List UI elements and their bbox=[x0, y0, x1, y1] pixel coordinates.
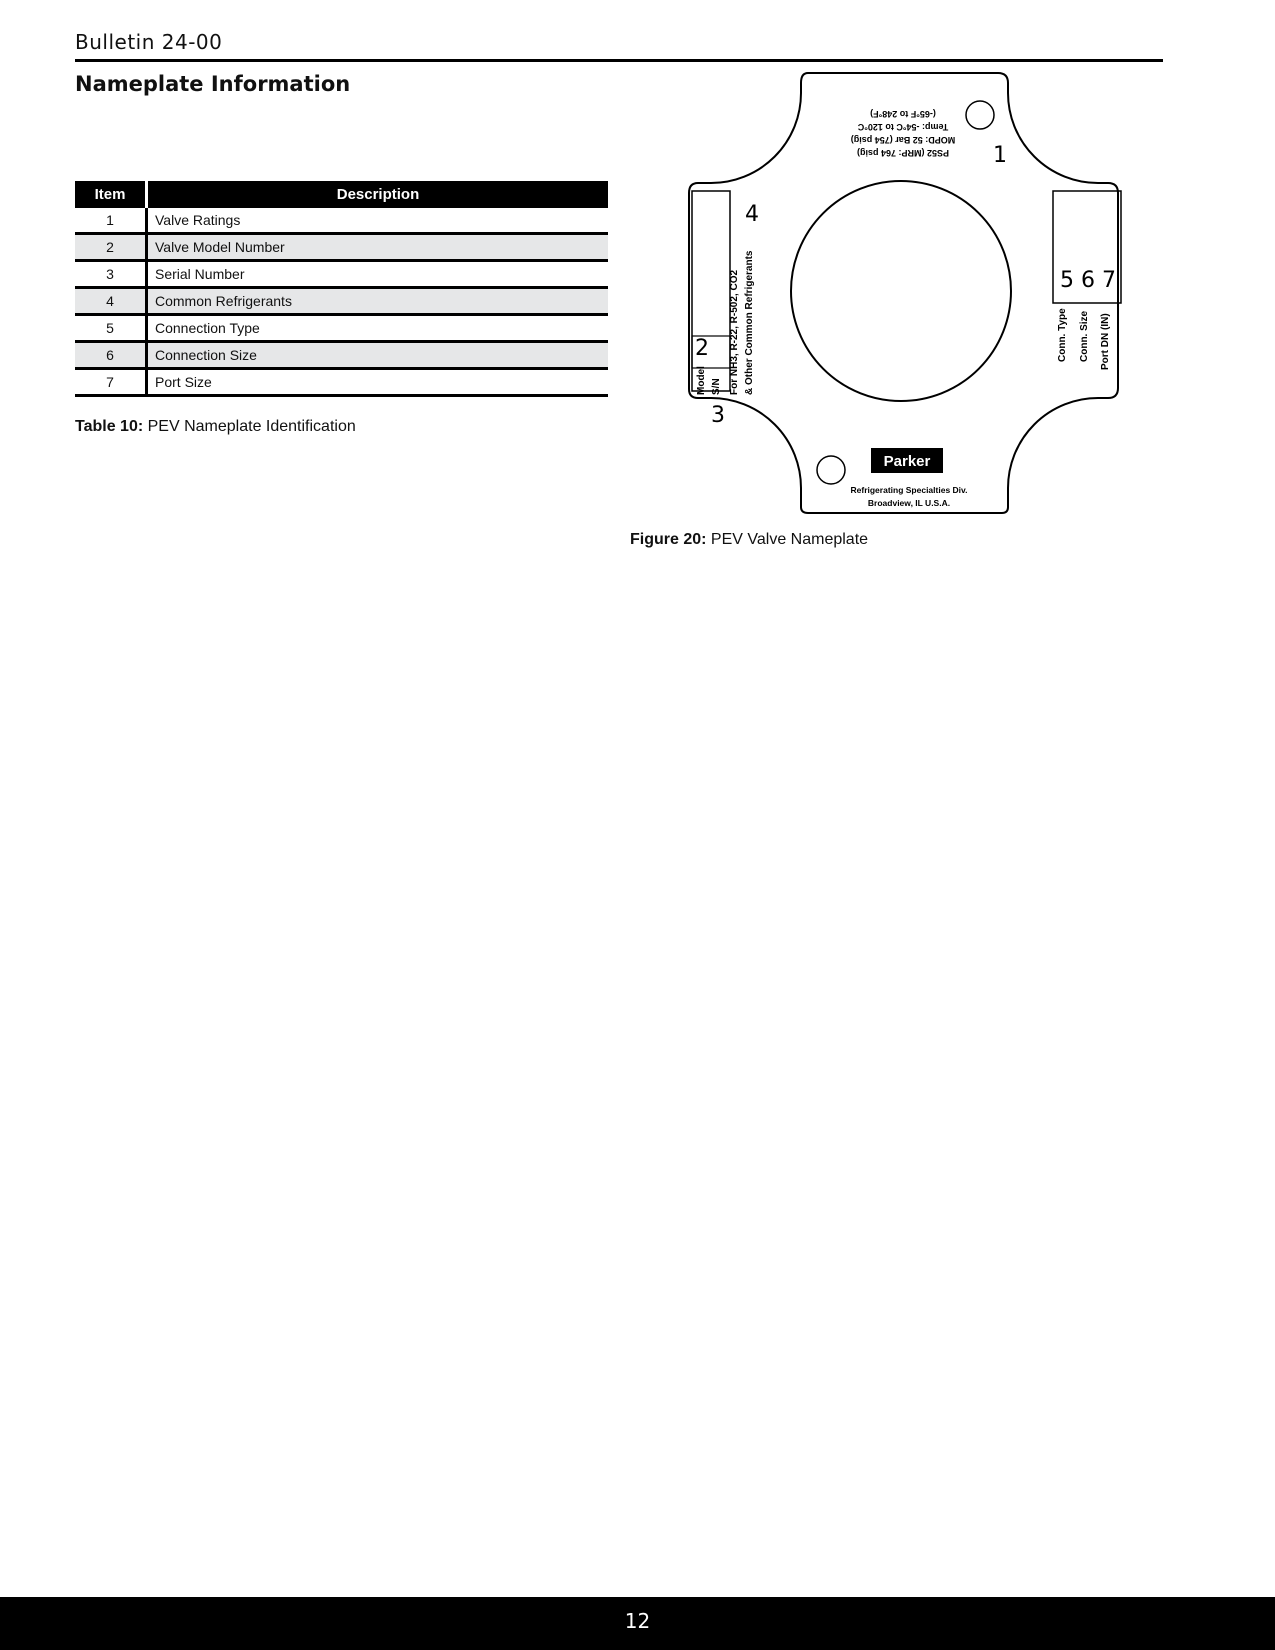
item-number: 2 bbox=[75, 234, 147, 261]
item-description: Port Size bbox=[147, 369, 609, 396]
conn-type-label: Conn. Type bbox=[1057, 308, 1068, 362]
callout-3: 3 bbox=[711, 403, 725, 428]
figure-caption-text: PEV Valve Nameplate bbox=[710, 531, 869, 548]
nameplate-table bbox=[75, 181, 608, 397]
division-line: Refrigerating Specialties Div. bbox=[850, 485, 968, 495]
section-title: Nameplate Information bbox=[75, 72, 351, 96]
callout-1: 1 bbox=[993, 143, 1007, 168]
item-description: Connection Type bbox=[147, 315, 609, 342]
page-number: 12 bbox=[624, 1609, 651, 1633]
ratings-line: MOPD: 52 Bar (754 psig) bbox=[850, 135, 956, 145]
table-row bbox=[75, 234, 608, 261]
column-header-item: Item bbox=[75, 181, 147, 208]
ratings-line: PS52 (MRP: 764 psig) bbox=[856, 148, 950, 158]
nameplate-drawing bbox=[683, 68, 1133, 518]
item-description: Valve Model Number bbox=[147, 234, 609, 261]
nameplate-figure bbox=[683, 68, 1133, 518]
item-number: 3 bbox=[75, 261, 147, 288]
figure-caption bbox=[630, 531, 868, 549]
table-caption-label: Table 10: bbox=[75, 418, 144, 435]
item-number: 7 bbox=[75, 369, 147, 396]
item-description: Common Refrigerants bbox=[147, 288, 609, 315]
item-description: Connection Size bbox=[147, 342, 609, 369]
item-number: 1 bbox=[75, 208, 147, 234]
item-number: 6 bbox=[75, 342, 147, 369]
refrigerants-label: & Other Common Refrigerants bbox=[744, 250, 755, 395]
model-label: Model bbox=[696, 366, 707, 395]
table-row bbox=[75, 261, 608, 288]
table-caption-text: PEV Nameplate Identification bbox=[147, 418, 356, 435]
table-row bbox=[75, 342, 608, 369]
callout-2: 2 bbox=[695, 336, 709, 361]
table-row bbox=[75, 315, 608, 342]
bulletin-header: Bulletin 24-00 bbox=[75, 30, 223, 54]
refrigerants-label: For NH3, R-22, R-502, CO2 bbox=[729, 269, 740, 395]
conn-size-label: Conn. Size bbox=[1079, 310, 1090, 362]
port-label: Port DN (IN) bbox=[1100, 313, 1111, 370]
table-row bbox=[75, 369, 608, 396]
table-row bbox=[75, 288, 608, 315]
callout-4: 4 bbox=[745, 202, 759, 227]
header-rule bbox=[75, 59, 1163, 62]
figure-caption-label: Figure 20: bbox=[630, 531, 707, 548]
item-description: Serial Number bbox=[147, 261, 609, 288]
serial-label: S/N bbox=[711, 378, 722, 395]
item-number: 4 bbox=[75, 288, 147, 315]
item-description: Valve Ratings bbox=[147, 208, 609, 234]
table-row bbox=[75, 208, 608, 234]
ratings-line: (-65°F to 248°F) bbox=[870, 109, 936, 119]
table-caption bbox=[75, 418, 356, 436]
column-header-description: Description bbox=[147, 181, 609, 208]
parker-logo-text: Parker bbox=[883, 453, 931, 470]
ratings-line: Temp: -54°C to 120°C bbox=[857, 122, 949, 132]
division-line: Broadview, IL U.S.A. bbox=[867, 498, 951, 508]
callout-5-6-7: 5 6 7 bbox=[1060, 268, 1116, 293]
item-number: 5 bbox=[75, 315, 147, 342]
